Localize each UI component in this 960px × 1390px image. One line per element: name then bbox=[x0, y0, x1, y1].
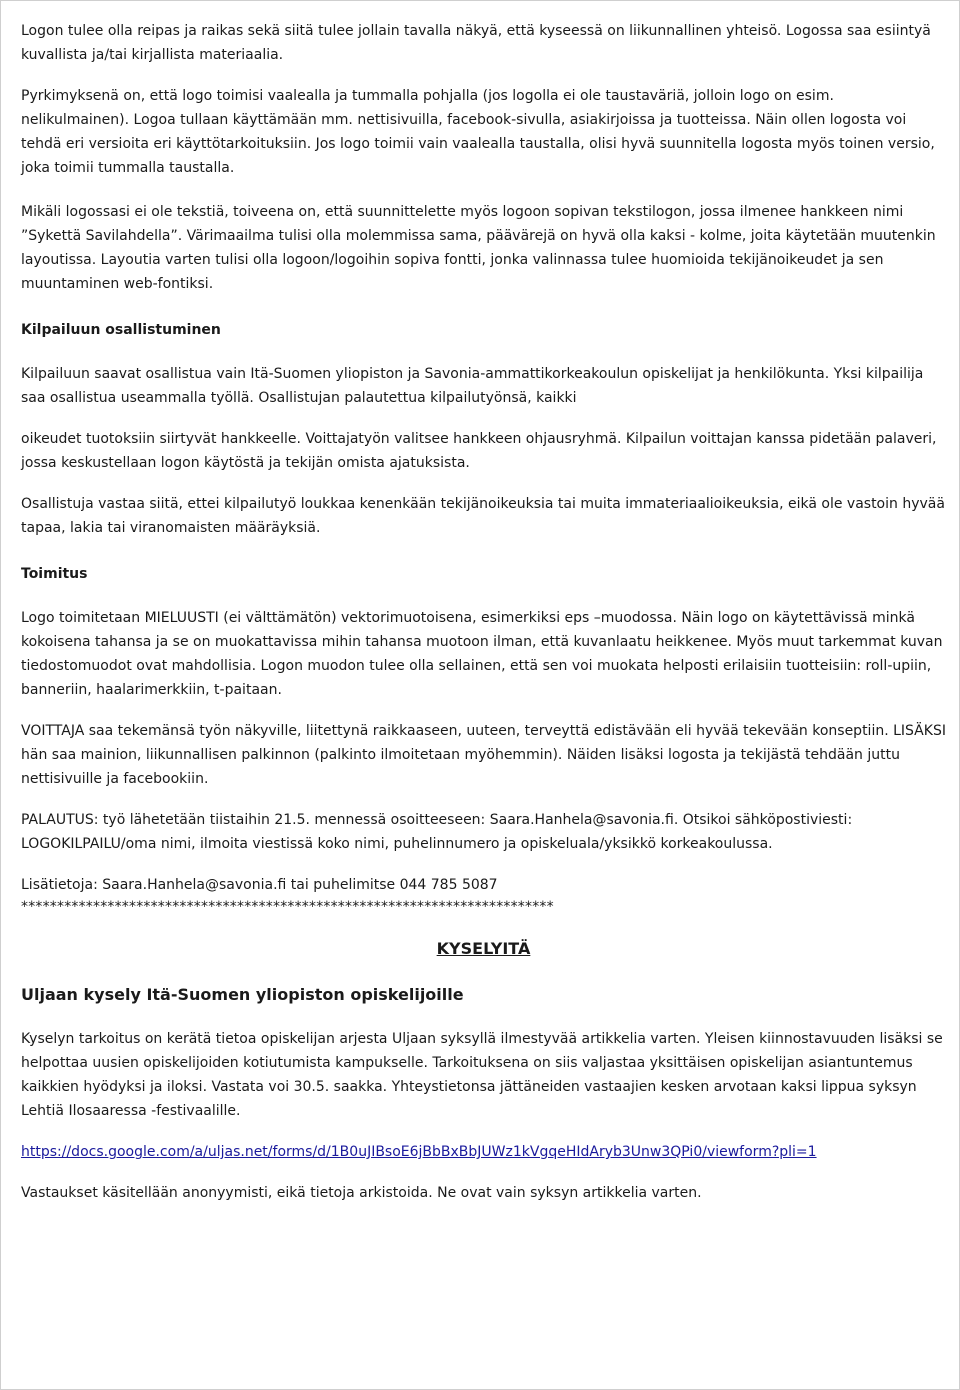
survey-note: Vastaukset käsitellään anonyymisti, eikä tietoja arkistoida. Ne ovat vain syksyn artikkelia varten. bbox=[21, 1185, 702, 1201]
kilpailu-paragraph-3: Osallistuja vastaa siitä, ettei kilpailutyö loukkaa kenenkään tekijänoikeuksia tai muita immateriaalioikeuksia, eikä ole vastoin hyvää tapaa, lakia tai viranomaisten määräyksiä. bbox=[21, 496, 945, 536]
separator-line: ************************************************************************** bbox=[21, 899, 554, 915]
survey-title: Uljaan kysely Itä-Suomen yliopiston opiskelijoille bbox=[21, 985, 464, 1004]
survey-link[interactable]: https://docs.google.com/a/uljas.net/forms/d/1B0uJIBsoE6jBbBxBbJUWz1kVgqeHIdAryb3Unw3QPi0/viewform?pli=1 bbox=[21, 1144, 817, 1160]
intro-paragraph-3: Mikäli logossasi ei ole tekstiä, toiveena on, että suunnittelette myös logoon sopivan tekstilogon, jossa ilmenee hankkeen nimi ”Sykettä Savilahdella”. Värimaailma tulisi olla molemmissa sama, päävärejä on hyvä olla kaksi - kolme, joita käytetään muutenkin layoutissa. Layoutia varten tulisi olla logoon/logoihin sopiva fontti, jonka valinnassa tulee huomioida tekijänoikeudet ja sen muuntaminen web-fontiksi. bbox=[21, 204, 936, 292]
toimitus-paragraph-2: VOITTAJA saa tekemänsä työn näkyville, liitettynä raikkaaseen, uuteen, terveyttä edistävään eli hyvää tekevään konseptiin. LISÄKSI hän saa mainion, liikunnallisen palkinnon (palkinto ilmoitetaan myöhemmin). Näiden lisäksi logosta ja tekijästä tehdään juttu nettisivuille ja facebookiin. bbox=[21, 723, 946, 787]
survey-paragraph: Kyselyn tarkoitus on kerätä tietoa opiskelijan arjesta Uljaan syksyllä ilmestyvää artikkelia varten. Yleisen kiinnostavuuden lisäksi se helpottaa uusien opiskelijoiden kotiutumista kampukselle. Tarkoituksena on siis valjastaa yksittäisen opiskelijan asiantuntemus kaikkien hyödyksi ja iloksi. Vastata voi 30.5. saakka. Yhteystietonsa jättäneiden vastaajien kesken arvotaan kaksi lippua syksyn Lehtiä Ilosaaressa -festivaalille. bbox=[21, 1031, 943, 1119]
kilpailu-paragraph-1: Kilpailuun saavat osallistua vain Itä-Suomen yliopiston ja Savonia-ammattikorkeakoulun opiskelijat ja henkilökunta. Yksi kilpailija saa osallistua useammalla työllä. Osallistujan palautettua kilpailutyönsä, kaikki bbox=[21, 366, 924, 406]
intro-paragraph-2: Pyrkimyksenä on, että logo toimisi vaalealla ja tummalla pohjalla (jos logolla ei ole taustaväriä, jolloin logo on esim. nelikulmainen). Logoa tullaan käyttämään mm. nettisivuilla, facebook-sivulla, asiakirjoissa ja tuotteissa. Näin ollen logosta voi tehdä eri versioita eri käyttötarkoituksiin. Jos logo toimii vain vaalealla taustalla, olisi hyvä suunnitella logosta myös toinen versio, joka toimii tummalla taustalla. bbox=[21, 88, 935, 176]
section-heading-toimitus: Toimitus bbox=[21, 566, 88, 582]
intro-paragraph-1: Logon tulee olla reipas ja raikas sekä siitä tulee jollain tavalla näkyä, että kyseessä on liikunnallinen yhteisö. Logossa saa esiintyä kuvallista ja/tai kirjallista materiaalia. bbox=[21, 23, 931, 63]
document-content bbox=[21, 19, 946, 1205]
kyselyita-title: KYSELYITÄ bbox=[436, 939, 531, 958]
toimitus-paragraph-1: Logo toimitetaan MIELUUSTI (ei välttämätön) vektorimuotoisena, esimerkiksi eps –muodossa. Näin logo on käytettävissä minkä kokoisena tahansa ja se on muokattavissa mihin tahansa muotoon ilman, että kuvanlaatu heikkenee. Myös muut tarkemmat kuvan tiedostomuodot ovat mahdollisia. Logon muodon tulee olla sellainen, että sen voi muokata helposti erilaisiin tuotteisiin: roll-upiin, banneriin, haalarimerkkiin, t-paitaan. bbox=[21, 610, 943, 698]
section-heading-kilpailu: Kilpailuun osallistuminen bbox=[21, 322, 221, 338]
toimitus-contact: Lisätietoja: Saara.Hanhela@savonia.fi tai puhelimitse 044 785 5087 bbox=[21, 877, 498, 893]
toimitus-paragraph-3: PALAUTUS: työ lähetetään tiistaihin 21.5. mennessä osoitteeseen: Saara.Hanhela@savonia.fi. Otsikoi sähköpostiviesti: LOGOKILPAILU/oma nimi, ilmoita viestissä koko nimi, puhelinnumero ja opiskeluala/yksikkö korkeakoulussa. bbox=[21, 812, 853, 852]
kilpailu-paragraph-2: oikeudet tuotoksiin siirtyvät hankkeelle. Voittajatyön valitsee hankkeen ohjausryhmä. Kilpailun voittajan kanssa pidetään palaveri, jossa keskustellaan logon käytöstä ja tekijän omista ajatuksista. bbox=[21, 431, 937, 471]
